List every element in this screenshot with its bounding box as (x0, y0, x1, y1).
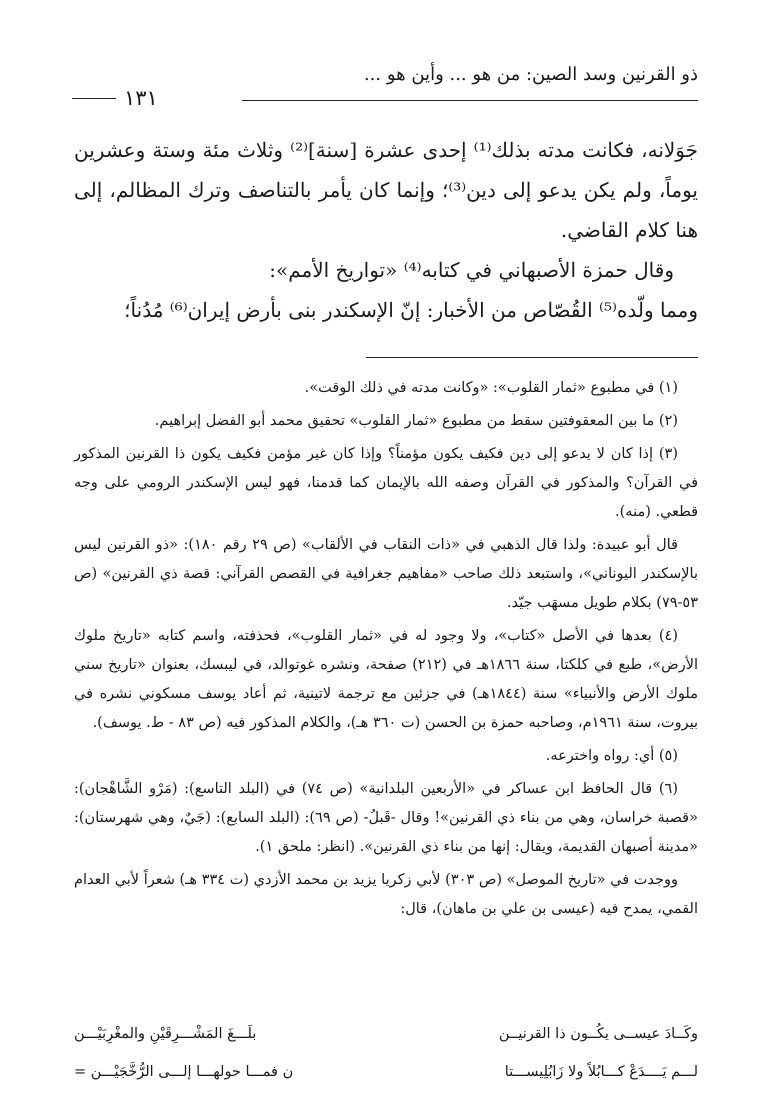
main-paragraph: ومما ولّده⁽⁵⁾ القُصّاص من الأخبار: إنّ الإسكندر بنى بأرض إيران⁽⁶⁾ مُدُناً؛ (124, 298, 698, 322)
footnote-3-commentary: قال أبو عبيدة: ولذا قال الذهبي في «ذات النقاب في الألقاب» (ص ٢٩ رقم ١٨٠): «ذو القرنين ليس بالإسكندر اليوناني»، واستبعد ذلك صاحب «مفاهيم جغرافية في القصص القرآني: قصة ذي القرنين» (ص ٥٣-٧٩) بكلام طويل مسهَب جيّد. (74, 537, 698, 611)
poem-hemistich-second: بلَـــغَ المَشْـــرِقَيْنِ والمغْرِبَيْـــن (74, 1026, 257, 1042)
poem-verse (74, 1053, 698, 1091)
main-paragraph: وقال حمزة الأصبهاني في كتابه⁽⁴⁾ «تواريخ الأمم»: (269, 258, 674, 282)
footnote-3: (٣) إذا كان لا يدعو إلى دين فكيف يكون مؤمناً؟ وإذا كان غير مؤمن فكيف يكون ذا القرنين المذكور في القرآن؟ والمذكور في القرآن وصفه الله بالإيمان كما قدمنا، فهو ليس الإسكندر الرومي على وجه قطعي. (منه). (74, 446, 698, 520)
page-number-group (72, 85, 166, 110)
main-paragraph: جَوَلانه، فكانت مدته بذلك⁽¹⁾ إحدى عشرة [سنة]⁽²⁾ وثلاث مئة وستة وعشرين يوماً، ولم يكن يدعو إلى دين⁽³⁾؛ وإنما كان يأمر بالتناصف وترك المظالم، إلى هنا كلام القاضي. (74, 138, 698, 242)
footnotes (74, 374, 698, 928)
poem (74, 1015, 698, 1091)
header-rule (242, 100, 698, 101)
running-head: ذو القرنين وسد الصين: من هو ... وأين هو ... (363, 64, 698, 85)
poem-hemistich-first: لـــم يَــــدَعْ كـــابُلاً ولا زَابُلِيســـتا (504, 1064, 698, 1080)
footnote-5: (٥) أي: رواه واخترعه. (545, 748, 678, 764)
footnote-6-continuation: ووجدت في «تاريخ الموصل» (ص ٣٠٣) لأبي زكريا يزيد بن محمد الأزدي (ت ٣٣٤ هـ) شعراً لأبي العدام القمي، يمدح فيه (عيسى بن علي بن ماهان)، قال: (74, 872, 698, 917)
footnote-2: (٢) ما بين المعقوفتين سقط من مطبوع «ثمار القلوب» تحقيق محمد أبو الفضل إبراهيم. (154, 413, 678, 429)
poem-hemistich-second: ن فمـــا حولهـــا إلـــى الرُّخَّجَيْـــن = (74, 1064, 294, 1080)
poem-verse (74, 1015, 698, 1053)
footnote-4: (٤) بعدها في الأصل «كتاب»، ولا وجود له في «ثمار القلوب»، فحذفته، واسم كتابه «تاريخ ملوك الأرض»، طبع في كلكتا، سنة ١٨٦٦هـ في (٢١٢) صفحة، ونشره غوتوالد، في ليبسك، بعنوان «تاريخ سني ملوك الأرض والأنبياء» سنة (١٨٤٤هـ) في جزئين مع ترجمة لاتينية، ثم أعاد يوسف مسكوني نشره في بيروت، سنة ١٩٦١م، وصاحبه حمزة بن الحسن (ت ٣٦٠ هـ)، والكلام المذكور فيه (ص ٨٣ - ط. يوسف). (74, 628, 699, 731)
page-number: ١٣١ (124, 85, 158, 110)
footnote-1: (١) في مطبوع «ثمار القلوب»: «وكانت مدته في ذلك الوقت». (304, 380, 678, 396)
footnote-6: (٦) قال الحافظ ابن عساكر في «الأربعين البلدانية» (ص ٧٤) في (البلد التاسع): (مَرْو الشَّاهْجان): «قصبة خراسان، وهي من بناء ذي القرنين»! وقال -قَبلُ- (ص ٦٩): (البلد السابع): (جَيٌ، وهي شهرستان): «مدينة أصبهان القديمة، ويقال: إنها من بناء ذي القرنين». (انظر: ملحق ١). (74, 781, 698, 855)
poem-hemistich-first: وكَــادَ عيســى يكُــون ذا القرنيــن (498, 1026, 698, 1042)
main-text (74, 130, 698, 330)
footnote-separator (366, 357, 698, 358)
page-header (72, 58, 698, 110)
page-number-rule (72, 98, 116, 99)
